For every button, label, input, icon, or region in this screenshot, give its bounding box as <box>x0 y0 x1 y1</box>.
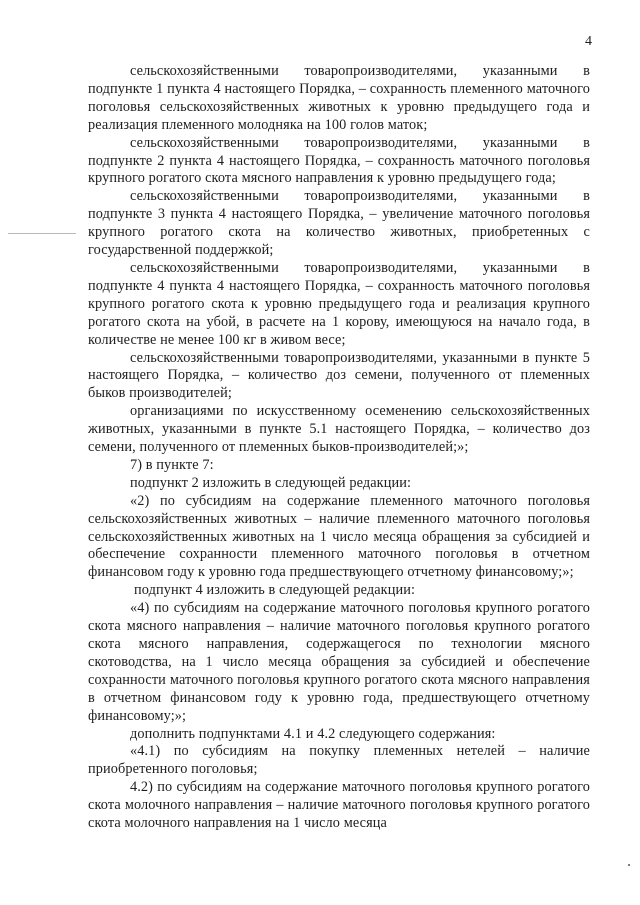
paragraph: дополнить подпунктами 4.1 и 4.2 следующего содержания: <box>130 725 496 742</box>
paragraph: сельскохозяйственными товаропроизводителями, указанными в подпункте 2 пункта 4 настоящего Порядка, – сохранность маточного поголовья крупного рогатого скота мясного направления к уровню предыдущего года; <box>88 134 590 187</box>
scan-artifact <box>8 233 76 234</box>
paragraph: 7) в пункте 7: <box>130 456 214 473</box>
paragraph: сельскохозяйственными товаропроизводителями, указанными в подпункте 3 пункта 4 настоящего Порядка, – увеличение маточного поголовья крупного рогатого скота на количество животных, приобретенных с государственной поддержкой; <box>88 188 590 259</box>
scan-artifact <box>628 864 630 866</box>
paragraph: сельскохозяйственными товаропроизводителями, указанными в подпункте 1 пункта 4 настоящего Порядка, – сохранность племенного маточного поголовья сельскохозяйственных животных к уровню предыдущего года и реализация племенного молодняка на 100 голов маток; <box>88 63 590 133</box>
paragraph: «2) по субсидиям на содержание племенного маточного поголовья сельскохозяйственных животных – наличие племенного маточного поголовья сельскохозяйственных животных на 1 число месяца обращения за субсидией и обеспечение сохранности племенного маточного поголовья в отчетном финансовом году к уровню года предшествующего отчетному финансовому;»; <box>88 492 590 581</box>
paragraph: «4) по субсидиям на содержание маточного поголовья крупного рогатого скота мясного направления – наличие маточного поголовья крупного рогатого скота мясного направления, содержащегося по технологии мясного скотоводства, на 1 число месяца обращения за субсидией и обеспечение сохранности маточного поголовья крупного рогатого скота мясного направления в отчетном финансовом году к уровню года, предшествующего отчетному финансовому;»; <box>88 600 590 724</box>
paragraph: сельскохозяйственными товаропроизводителями, указанными в подпункте 4 пункта 4 настоящего Порядка, – сохранность маточного поголовья крупного рогатого скота к уровню предыдущего года и реализация крупного рогатого скота на убой, в расчете на 1 корову, имеющуюся на начало года, в количестве не менее 100 кг в живом весе; <box>88 259 590 348</box>
page-number: 4 <box>585 34 592 49</box>
paragraph: организациями по искусственному осеменению сельскохозяйственных животных, указанными в пункте 5.1 настоящего Порядка, – количество доз семени, полученного от племенных быков-производителей;»; <box>88 403 590 456</box>
paragraph: «4.1) по субсидиям на покупку племенных нетелей – наличие приобретенного поголовья; <box>88 743 590 778</box>
document-body <box>88 63 590 833</box>
paragraph: подпункт 4 изложить в следующей редакции: <box>134 582 416 599</box>
paragraph: 4.2) по субсидиям на содержание маточного поголовья крупного рогатого скота молочного направления – наличие маточного поголовья крупного рогатого скота молочного направления на 1 число месяца <box>88 779 590 832</box>
paragraph: подпункт 2 изложить в следующей редакции: <box>130 474 412 491</box>
paragraph: сельскохозяйственными товаропроизводителями, указанными в пункте 5 настоящего Порядка, – количество доз семени, полученного от племенных быков производителей; <box>88 349 590 402</box>
